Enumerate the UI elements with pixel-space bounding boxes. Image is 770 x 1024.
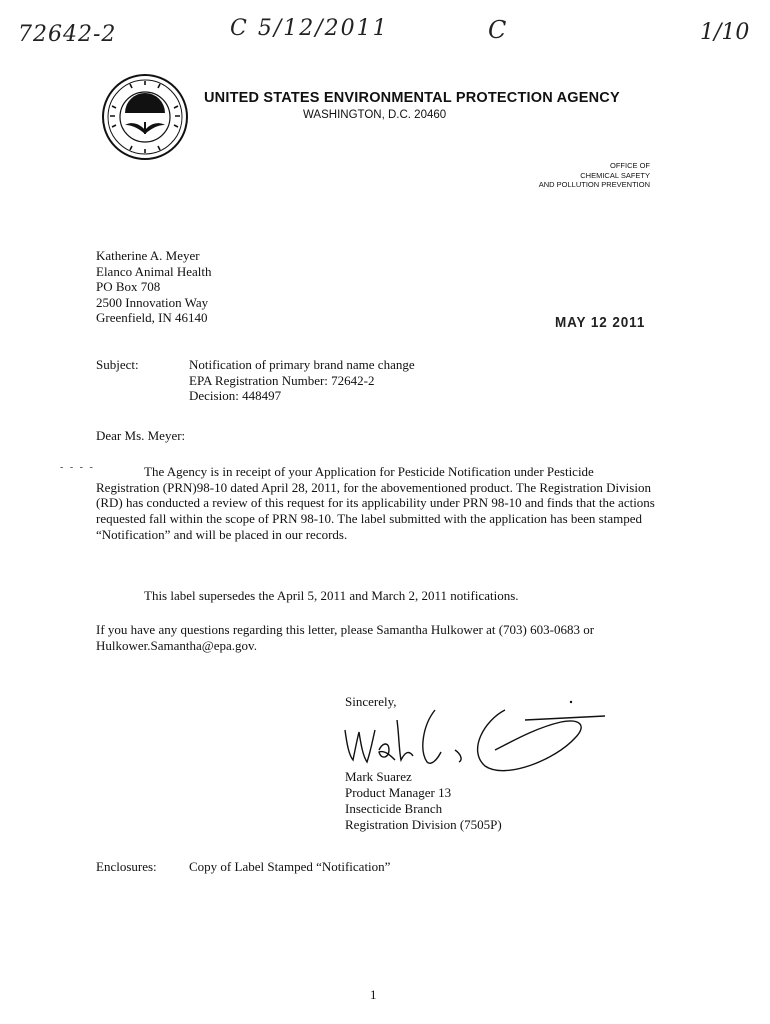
body-paragraph-2: This label supersedes the April 5, 2011 and March 2, 2011 notifications. [144,588,519,603]
subject-line: Notification of primary brand name change [189,357,415,372]
handwritten-date-note: C 5/12/2011 [230,16,389,41]
recipient-city: Greenfield, IN 46140 [96,310,208,325]
margin-dash-mark: - - - - [60,462,95,473]
salutation: Dear Ms. Meyer: [96,428,186,443]
office-block [539,161,650,190]
subject-line: Decision: 448497 [189,388,282,403]
body-paragraph-1: The Agency is in receipt of your Application for Pesticide Notification under Pesticide Registration (PRN)98-10 dated April 28, 2011, for the abovementioned product. The Registration Division (RD) has conducted a review of this request for its applicability under PRN 98-10 and finds that the actions requested fall within the scope of PRN 98-10. The label submitted with the application has been stamped “Notification” and will be placed in our records. [96,464,655,542]
signer-name: Mark Suarez [345,769,412,784]
page-number: 1 [370,987,377,1002]
recipient-po-box: PO Box 708 [96,279,161,294]
signer-branch: Insecticide Branch [345,801,443,816]
handwritten-mark: C [488,16,507,44]
signer-title: Product Manager 13 [345,785,452,800]
office-line: AND POLLUTION PREVENTION [538,180,650,189]
subject-line: EPA Registration Number: 72642-2 [189,372,375,388]
enclosures-label: Enclosures: [96,859,157,874]
signer-division: Registration Division (7505P) [345,817,502,832]
recipient-address [96,248,212,326]
subject-lines [189,357,415,404]
agency-name: UNITED STATES ENVIRONMENTAL PROTECTION AGENCY [204,90,620,106]
recipient-street: 2500 Innovation Way [96,294,209,310]
body-paragraph-3: If you have any questions regarding this letter, please Samantha Hulkower at (703) 603-0683 or Hulkower.Samantha@epa.gov. [96,622,595,653]
office-line: CHEMICAL SAFETY [580,170,650,180]
agency-city: WASHINGTON, D.C. 20460 [303,109,447,121]
epa-seal-logo [100,72,190,162]
recipient-company: Elanco Animal Health [96,263,212,279]
enclosures-text: Copy of Label Stamped “Notification” [189,859,391,874]
signer-block [345,769,502,833]
date-stamp: MAY 12 2011 [555,314,646,331]
office-line: OFFICE OF [610,161,650,170]
handwritten-page-count: 1/10 [700,20,750,45]
recipient-name: Katherine A. Meyer [96,248,200,263]
subject-label: Subject: [96,357,139,372]
handwritten-registration-note: 72642-2 [18,22,117,47]
closing: Sincerely, [345,694,397,709]
